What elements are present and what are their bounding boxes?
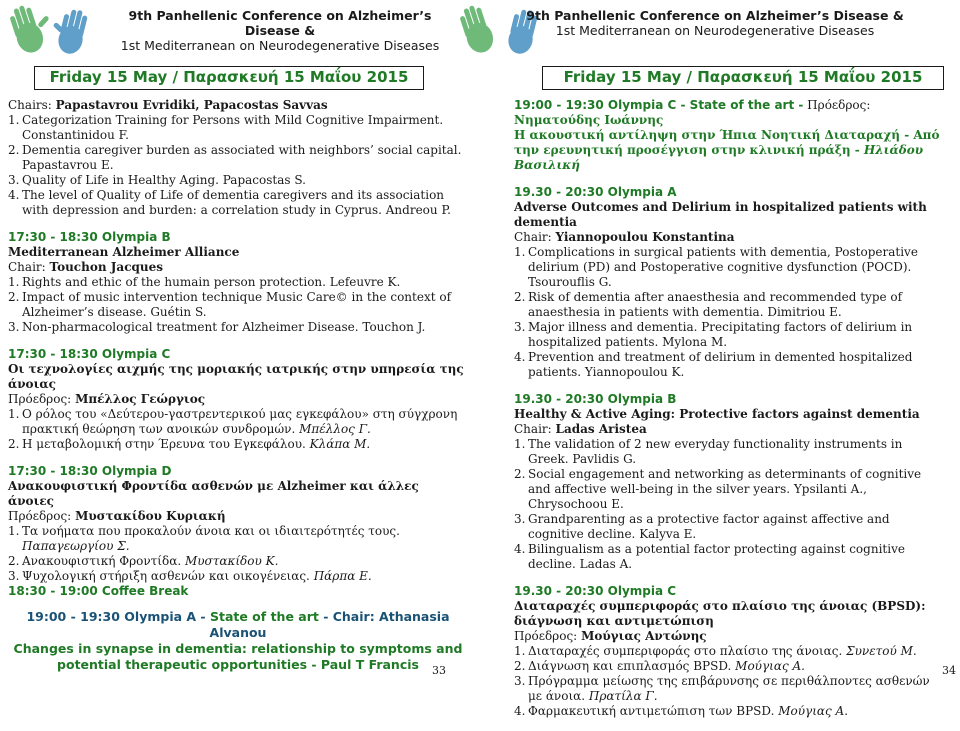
list-item: 3. Ψυχολογική στήριξη ασθενών και οικογένειας. Πάρπα Ε. [8, 569, 372, 583]
session-title: Healthy & Active Aging: Protective factors against dementia [514, 407, 920, 421]
chair-label: Chair: [514, 422, 552, 436]
chair-name: Touchon Jacques [49, 260, 163, 274]
list-item: 1. Complications in surgical patients with dementia, Postoperative delirium (PD) and Postoperative cognitive dysfunction (POCD). Tsourouflis G. [514, 245, 918, 289]
list-item: 1. Διαταραχές συμπεριφοράς στο πλαίσιο της άνοιας. Συνετού Μ. [514, 644, 917, 658]
left-page [0, 0, 480, 677]
coffee-break: 18:30 - 19:00 Coffee Break [8, 584, 189, 598]
chair-name: Μυστακίδου Κυριακή [75, 509, 226, 523]
list-item: 1. Categorization Training for Persons with Mild Cognitive Impairment. Constantinidou F. [8, 113, 444, 142]
list-item: 2. Διάγνωση και επιπλασμός BPSD. Μούγιας Α. [514, 659, 805, 673]
list-item: 4. Bilingualism as a potential factor protecting against cognitive decline. Ladas A. [514, 542, 905, 571]
left-column [8, 98, 468, 673]
page-number: 33 [432, 664, 446, 677]
day-title: Friday 15 May / Παρασκευή 15 Μαΐου 2015 [542, 66, 944, 90]
header-line-2: 1st Mediterranean on Neurodegenerative Diseases [555, 23, 875, 38]
list-item: 1. Τα νοήματα που προκαλούν άνοια και οι ιδιαιτερότητές τους. Παπαγεωργίου Σ. [8, 524, 400, 553]
header-line-1: 9th Panhellenic Conference on Alzheimer’s Disease & [128, 8, 432, 38]
chair-label: Πρόεδρος: [8, 392, 72, 406]
list-item: 3. Non-pharmacological treatment for Alzheimer Disease. Touchon J. [8, 320, 426, 334]
session-olympia-b-right [514, 392, 944, 572]
list-item: 2. Ανακουφιστική Φροντίδα. Μυστακίδου Κ. [8, 554, 279, 568]
session-time: 17:30 - 18:30 Olympia B [8, 230, 171, 244]
conference-header [110, 8, 450, 53]
session-time: 19.30 - 20:30 Olympia A [514, 185, 677, 199]
list-item: 2. Dementia caregiver burden as associated with neighbors’ social capital. Papastavrou E. [8, 143, 462, 172]
chair-label: Πρόεδρος: [8, 509, 72, 523]
chair-label: Chair: [514, 230, 552, 244]
chairs-label: Chairs: [8, 98, 52, 112]
chair-name: Yiannopoulou Konstantina [555, 230, 735, 244]
list-item: 1. Rights and ethic of the humain person protection. Lefeuvre K. [8, 275, 401, 289]
chair-label: Πρόεδρος: [514, 629, 578, 643]
list-item: 2. Risk of dementia after anaesthesia and recommended type of anaesthesia in patients with dementia. Dimitriou E. [514, 290, 903, 319]
list-item: 1. The validation of 2 new everyday functionality instruments in Greek. Pavlidis G. [514, 437, 903, 466]
day-title: Friday 15 May / Παρασκευή 15 Μαΐου 2015 [34, 66, 424, 90]
chair-name: Ladas Aristea [555, 422, 647, 436]
session-title: Mediterranean Alzheimer Alliance [8, 245, 240, 259]
session-time: 17:30 - 18:30 Olympia D [8, 464, 172, 478]
session-olympia-c [8, 347, 468, 452]
list-item: 2. Social engagement and networking as determinants of cognitive and affective well-being in the silver years. Ypsilanti A., Chrysochoou E. [514, 467, 922, 511]
list-item: 2. Impact of music intervention technique Music Care© in the context of Alzheimer’s disease. Guétin S. [8, 290, 452, 319]
chairs-names: Papastavrou Evridiki, Papacostas Savvas [55, 98, 328, 112]
session-title: Διαταραχές συμπεριφοράς στο πλαίσιο της άνοιας (BPSD): διάγνωση και αντιμετώπιση [514, 599, 926, 628]
list-item: 4. Φαρμακευτική αντιμετώπιση των BPSD. Μούγιας Α. [514, 704, 849, 718]
list-item: 1. Ο ρόλος του «Δεύτερου-γαστρεντερικού μας εγκεφάλου» στη σύγχρονη πρακτική θεώρηση των ανοικών συνδρομών. Μπέλλος Γ. [8, 407, 458, 436]
list-item: 4. Prevention and treatment of delirium in demented hospitalized patients. Yiannopoulou K. [514, 350, 913, 379]
session-time: 19.30 - 20:30 Olympia B [514, 392, 677, 406]
session-title: Οι τεχνολογίες αιχμής της μοριακής ιατρικής στην υπηρεσία της άνοιας [8, 362, 464, 391]
list-item: 3. Grandparenting as a protective factor against affective and cognitive decline. Kalyva E. [514, 512, 890, 541]
session-time: 19.30 - 20:30 Olympia C [514, 584, 677, 598]
session-olympia-b [8, 230, 468, 335]
chair-label: Chair: [8, 260, 46, 274]
session-title: Adverse Outcomes and Delirium in hospitalized patients with dementia [514, 200, 927, 229]
list-item: 3. Major illness and dementia. Precipitating factors of delirium in hospitalized patients. Mylona M. [514, 320, 913, 349]
session-time: 17:30 - 18:30 Olympia C [8, 347, 171, 361]
session-title: Ανακουφιστική Φροντίδα ασθενών με Alzheimer και άλλες άνοιες [8, 479, 419, 508]
list-item: 4. The level of Quality of Life of dementia caregivers and its association with depression and burden: a correlation study in Cyprus. Andreou P. [8, 188, 451, 217]
session-state-of-art: 19:00 - 19:30 Olympia C - State of the art - Πρόεδρος: Νηματούδης Ιωάννης Η ακουστική αντίληψη στην Ήπια Νοητική Διαταραχή - Από την ερευνητική προσέγγιση στην κλινική πράξη - Ηλιάδου Βασιλική [514, 98, 940, 172]
header-line-2: 1st Mediterranean on Neurodegenerative Diseases [120, 38, 440, 53]
header-line-1: 9th Panhellenic Conference on Alzheimer’s Disease & [526, 8, 904, 23]
right-page [480, 0, 960, 718]
page-number: 34 [942, 664, 956, 677]
hands-logo-icon [0, 0, 110, 62]
list-item: 2. Η μεταβολομική στην Έρευνα του Εγκεφάλου. Κλάπα Μ. [8, 437, 371, 451]
session-olympia-a [514, 185, 944, 380]
closing-session: 19:00 - 19:30 Olympia A - State of the art - Chair: Athanasia Alvanou Changes in synapse in dementia: relationship to symptoms and potential therapeutic opportunities - Paul T Francis [13, 609, 463, 672]
session-olympia-c-right [514, 584, 944, 719]
chair-name: Μπέλλος Γεώργιος [75, 392, 205, 406]
list-item: 3. Πρόγραμμα μείωσης της επιβάρυνσης σε περιθάλποντες ασθενών με άνοια. Πρατίλα Γ. [514, 674, 930, 703]
session-chairs-papastavrou [8, 98, 468, 218]
session-olympia-d [8, 464, 468, 599]
right-column [514, 98, 944, 731]
chair-name: Μούγιας Αντώνης [581, 629, 707, 643]
conference-header [510, 8, 920, 38]
list-item: 3. Quality of Life in Healthy Aging. Papacostas S. [8, 173, 306, 187]
